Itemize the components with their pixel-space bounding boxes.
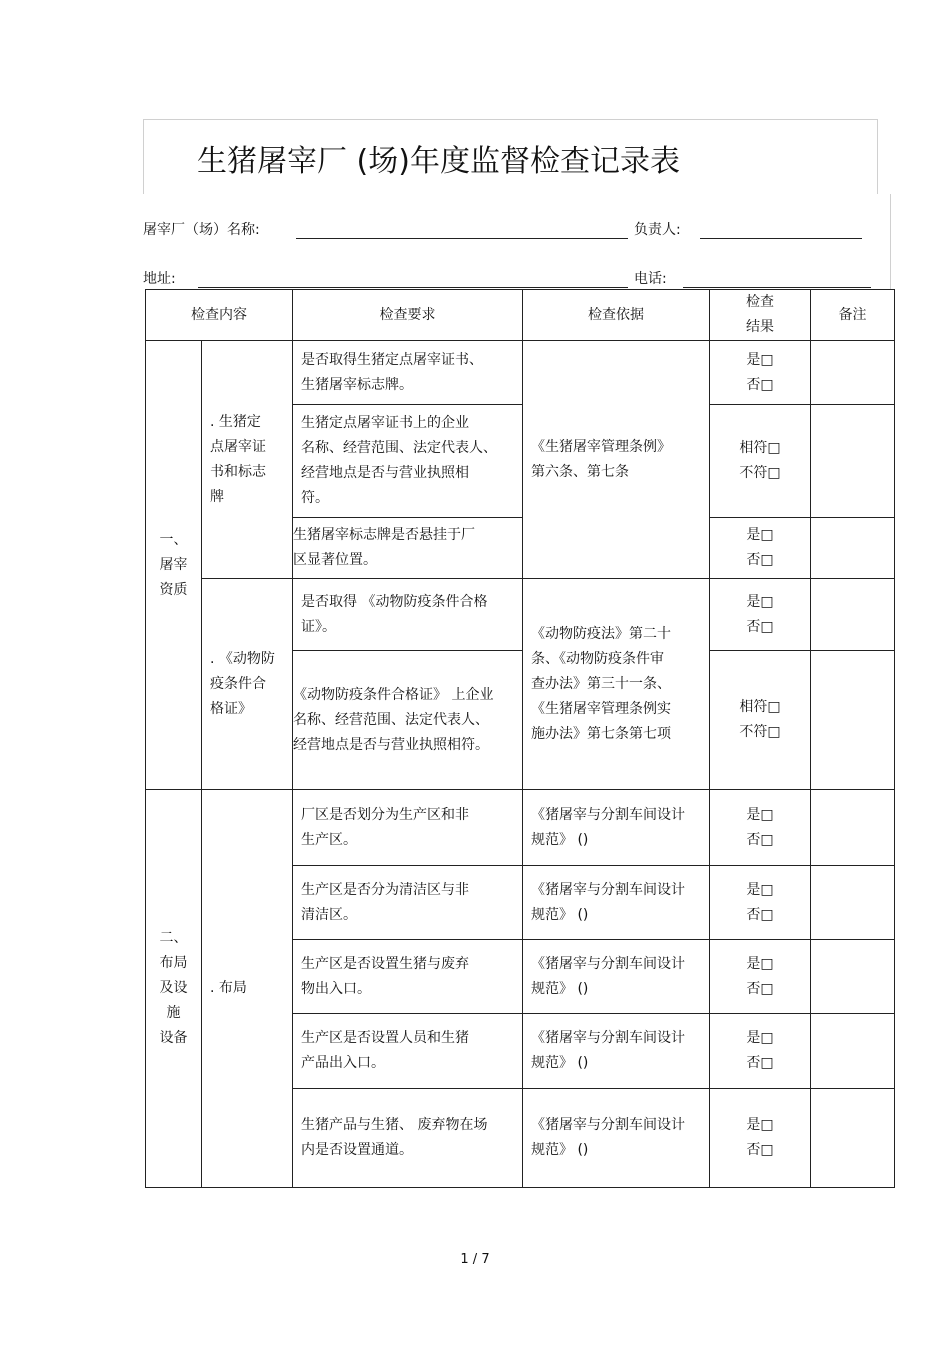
result-checkbox[interactable]: 是□ 否□ — [710, 1014, 811, 1089]
manager-field[interactable] — [700, 238, 862, 239]
inspection-table — [145, 289, 895, 1188]
page-title: 生猪屠宰厂 (场)年度监督检查记录表 — [197, 144, 680, 179]
remark-cell[interactable] — [811, 579, 895, 651]
name-label: 屠宰厂（场）名称: — [143, 222, 260, 238]
basis-cell: 《猪屠宰与分割车间设计 规范》 () — [523, 790, 710, 866]
category-qualification: 一、 屠宰 资质 — [146, 341, 202, 790]
requirement-cell: 生猪定点屠宰证书上的企业 名称、经营范围、法定代表人、 经营地点是否与营业执照相 符。 — [293, 405, 523, 518]
table-header — [146, 290, 895, 341]
result-checkbox[interactable]: 相符□ 不符□ — [710, 405, 811, 518]
phone-field[interactable] — [683, 287, 871, 288]
page-number: 1 / 7 — [460, 1252, 490, 1267]
requirement-cell: 《动物防疫条件合格证》 上企业 名称、经营范围、法定代表人、 经营地点是否与营业执照相符。 — [293, 651, 523, 790]
requirement-cell: 生猪屠宰标志牌是否悬挂于厂 区显著位置。 — [293, 518, 523, 579]
table-row — [146, 341, 895, 405]
subcategory-layout: . 布局 — [202, 790, 293, 1188]
header-remark: 备注 — [811, 290, 895, 341]
requirement-cell: 生产区是否设置生猪与废弃 物出入口。 — [293, 940, 523, 1014]
category-layout-facilities: 二、 布局 及设 施 设备 — [146, 790, 202, 1188]
remark-cell[interactable] — [811, 1089, 895, 1188]
address-field[interactable] — [198, 287, 628, 288]
requirement-cell: 生猪产品与生猪、 废弃物在场 内是否设置通道。 — [293, 1089, 523, 1188]
requirement-cell: 是否取得生猪定点屠宰证书、 生猪屠宰标志牌。 — [293, 341, 523, 405]
header-basis: 检查依据 — [523, 290, 710, 341]
subcategory-epidemic-certificate: . 《动物防 疫条件合 格证》 — [202, 579, 293, 790]
basis-cell: 《动物防疫法》第二十 条、《动物防疫条件审 查办法》第三十一条、 《生猪屠宰管理条例实 施办法》第七条第七项 — [523, 579, 710, 790]
header-result: 检查 结果 — [710, 290, 811, 341]
requirement-cell: 是否取得 《动物防疫条件合格 证》。 — [293, 579, 523, 651]
frame-line — [143, 119, 878, 120]
table-row — [146, 790, 895, 866]
result-checkbox[interactable]: 相符□ 不符□ — [710, 651, 811, 790]
frame-line — [143, 119, 144, 194]
address-label: 地址: — [143, 271, 176, 287]
header-content: 检查内容 — [146, 290, 293, 341]
result-checkbox[interactable]: 是□ 否□ — [710, 940, 811, 1014]
result-checkbox[interactable]: 是□ 否□ — [710, 518, 811, 579]
result-checkbox[interactable]: 是□ 否□ — [710, 790, 811, 866]
phone-label: 电话: — [634, 271, 667, 287]
basis-cell: 《猪屠宰与分割车间设计 规范》 () — [523, 866, 710, 940]
remark-cell[interactable] — [811, 940, 895, 1014]
table-row — [146, 579, 895, 651]
header-requirement: 检查要求 — [293, 290, 523, 341]
basis-cell: 《猪屠宰与分割车间设计 规范》 () — [523, 1089, 710, 1188]
remark-cell[interactable] — [811, 341, 895, 405]
remark-cell[interactable] — [811, 790, 895, 866]
remark-cell[interactable] — [811, 651, 895, 790]
basis-cell: 《猪屠宰与分割车间设计 规范》 () — [523, 1014, 710, 1089]
basis-cell: 《生猪屠宰管理条例》 第六条、第七条 — [523, 341, 710, 579]
result-checkbox[interactable]: 是□ 否□ — [710, 1089, 811, 1188]
result-checkbox[interactable]: 是□ 否□ — [710, 579, 811, 651]
name-field[interactable] — [296, 238, 628, 239]
remark-cell[interactable] — [811, 866, 895, 940]
remark-cell[interactable] — [811, 405, 895, 518]
requirement-cell: 生产区是否分为清洁区与非 清洁区。 — [293, 866, 523, 940]
frame-line — [890, 194, 891, 289]
basis-cell: 《猪屠宰与分割车间设计 规范》 () — [523, 940, 710, 1014]
result-checkbox[interactable]: 是□ 否□ — [710, 341, 811, 405]
subcategory-certificate: . 生猪定 点屠宰证 书和标志 牌 — [202, 341, 293, 579]
result-checkbox[interactable]: 是□ 否□ — [710, 866, 811, 940]
remark-cell[interactable] — [811, 1014, 895, 1089]
manager-label: 负责人: — [634, 222, 681, 238]
frame-line — [877, 119, 878, 194]
requirement-cell: 生产区是否设置人员和生猪 产品出入口。 — [293, 1014, 523, 1089]
remark-cell[interactable] — [811, 518, 895, 579]
requirement-cell: 厂区是否划分为生产区和非 生产区。 — [293, 790, 523, 866]
